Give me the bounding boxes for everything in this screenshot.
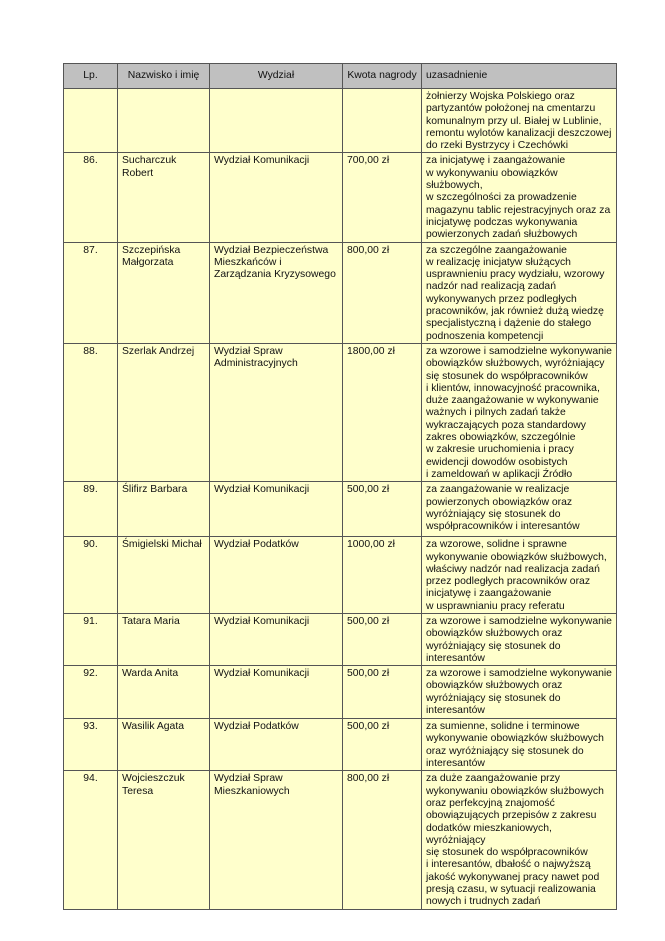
lp-cell: 94. bbox=[64, 771, 118, 909]
table-row bbox=[64, 153, 617, 242]
name-cell: Ślifirz Barbara bbox=[118, 482, 210, 537]
lp-cell: 88. bbox=[64, 343, 118, 481]
name-cell bbox=[118, 89, 210, 153]
dept-cell: Wydział Komunikacji bbox=[210, 482, 343, 537]
reason-cell: za wzorowe i samodzielne wykonywanie obowiązków służbowych oraz wyróżniający się stosunek do interesantów bbox=[422, 613, 617, 665]
dept-cell: Wydział Komunikacji bbox=[210, 153, 343, 242]
lp-cell: 92. bbox=[64, 666, 118, 719]
name-cell: Warda Anita bbox=[118, 666, 210, 719]
reason-cell: żołnierzy Wojska Polskiego oraz partyzantów położonej na cmentarzu komunalnym przy ul. Białej w Lublinie, remontu wylotów kanalizacji deszczowej do rzeki Bystrzycy i Czechówki bbox=[422, 89, 617, 153]
name-cell: Wojcieszczuk Teresa bbox=[118, 771, 210, 909]
name-cell: Sucharczuk Robert bbox=[118, 153, 210, 242]
amount-cell: 500,00 zł bbox=[343, 613, 422, 665]
amount-cell: 500,00 zł bbox=[343, 482, 422, 537]
reason-cell: za sumienne, solidne i terminowe wykonywanie obowiązków służbowych oraz wyróżniający się stosunek do interesantów bbox=[422, 719, 617, 771]
dept-cell: Wydział Spraw Mieszkaniowych bbox=[210, 771, 343, 909]
table-row bbox=[64, 343, 617, 481]
amount-cell: 800,00 zł bbox=[343, 242, 422, 343]
reason-cell: za wzorowe, solidne i sprawne wykonywanie obowiązków służbowych, właściwy nadzór nad realizacja zadań przez podległych pracowników oraz inicjatywę i zaangażowanie w usprawnianiu pracy referatu bbox=[422, 537, 617, 614]
name-cell: Szczepińska Małgorzata bbox=[118, 242, 210, 343]
lp-cell: 87. bbox=[64, 242, 118, 343]
name-cell: Tatara Maria bbox=[118, 613, 210, 665]
table-row bbox=[64, 771, 617, 909]
table-row bbox=[64, 613, 617, 665]
dept-cell: Wydział Bezpieczeństwa Mieszkańców i Zarządzania Kryzysowego bbox=[210, 242, 343, 343]
dept-cell: Wydział Komunikacji bbox=[210, 666, 343, 719]
header-dept: Wydział bbox=[210, 64, 343, 89]
amount-cell: 500,00 zł bbox=[343, 666, 422, 719]
table-row bbox=[64, 242, 617, 343]
amount-cell: 500,00 zł bbox=[343, 719, 422, 771]
lp-cell: 93. bbox=[64, 719, 118, 771]
name-cell: Śmigielski Michał bbox=[118, 537, 210, 614]
table-row bbox=[64, 719, 617, 771]
header-lp: Lp. bbox=[64, 64, 118, 89]
header-reason: uzasadnienie bbox=[422, 64, 617, 89]
table-row bbox=[64, 537, 617, 614]
reason-cell: za duże zaangażowanie przy wykonywaniu obowiązków służbowych oraz perfekcyjną znajomość obowiązujących przepisów z zakresu dodatków mieszkaniowych, wyróżniający się stosunek do współpracowników i interesantów, dbałość o najwyższą jakość wykonywanej pracy nawet pod presją czasu, w sytuacji realizowania nowych i trudnych zadań bbox=[422, 771, 617, 909]
dept-cell: Wydział Spraw Administracyjnych bbox=[210, 343, 343, 481]
table-header bbox=[64, 64, 617, 89]
table-row bbox=[64, 482, 617, 537]
amount-cell: 800,00 zł bbox=[343, 771, 422, 909]
header-amount: Kwota nagrody bbox=[343, 64, 422, 89]
name-cell: Szerlak Andrzej bbox=[118, 343, 210, 481]
dept-cell bbox=[210, 89, 343, 153]
reason-cell: za wzorowe i samodzielne wykonywanie obowiązków służbowych, wyróżniający się stosunek do współpracowników i klientów, innowacyjność pracownika, duże zaangażowanie w wykonywanie ważnych i pilnych zadań także wykraczających poza standardowy zakres obowiązków, szczególnie w zakresie uruchomienia i pracy ewidencji dowodów osobistych i zameldowań w aplikacji Źródło bbox=[422, 343, 617, 481]
dept-cell: Wydział Podatków bbox=[210, 537, 343, 614]
amount-cell: 1800,00 zł bbox=[343, 343, 422, 481]
lp-cell: 89. bbox=[64, 482, 118, 537]
dept-cell: Wydział Podatków bbox=[210, 719, 343, 771]
lp-cell: 86. bbox=[64, 153, 118, 242]
name-cell: Wasilik Agata bbox=[118, 719, 210, 771]
reason-cell: za inicjatywę i zaangażowanie w wykonywaniu obowiązków służbowych, w szczególności za prowadzenie magazynu tablic rejestracyjnych oraz za inicjatywę podczas wykonywania powierzonych zadań służbowych bbox=[422, 153, 617, 242]
dept-cell: Wydział Komunikacji bbox=[210, 613, 343, 665]
lp-cell: 91. bbox=[64, 613, 118, 665]
amount-cell: 1000,00 zł bbox=[343, 537, 422, 614]
lp-cell: 90. bbox=[64, 537, 118, 614]
reason-cell: za zaangażowanie w realizacje powierzonych obowiązków oraz wyróżniający się stosunek do współpracowników i interesantów bbox=[422, 482, 617, 537]
lp-cell bbox=[64, 89, 118, 153]
reason-cell: za wzorowe i samodzielne wykonywanie obowiązków służbowych oraz wyróżniający się stosunek do interesantów bbox=[422, 666, 617, 719]
amount-cell: 700,00 zł bbox=[343, 153, 422, 242]
header-name: Nazwisko i imię bbox=[118, 64, 210, 89]
table-row bbox=[64, 666, 617, 719]
amount-cell bbox=[343, 89, 422, 153]
reason-cell: za szczególne zaangażowanie w realizację inicjatyw służących usprawnieniu pracy wydziału, wzorowy nadzór nad realizacją zadań wykonywanych przez podległych pracowników, jak również dużą wiedzę specjalistyczną i dążenie do stałego podnoszenia kompetencji bbox=[422, 242, 617, 343]
table-row bbox=[64, 89, 617, 153]
awards-table bbox=[63, 63, 617, 910]
